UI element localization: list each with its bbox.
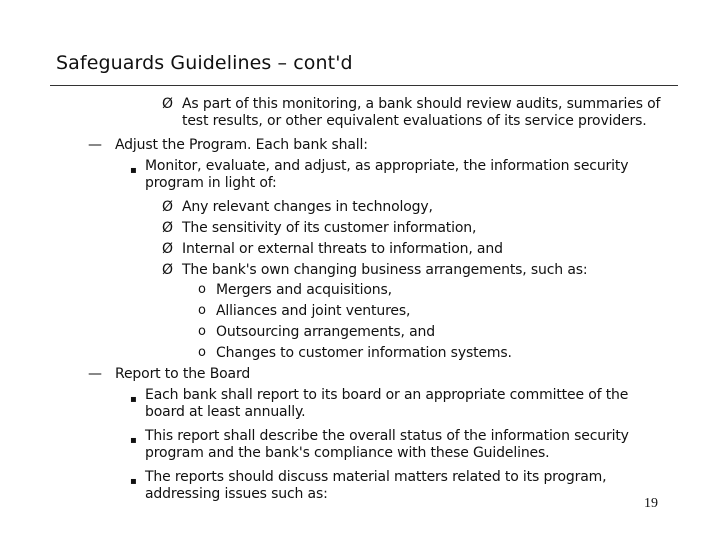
bullet-text-line: Report to the Board xyxy=(115,366,251,383)
bullet-list xyxy=(0,94,720,508)
bullet-text-line: Monitor, evaluate, and adjust, as appropriate, the information security xyxy=(145,157,629,174)
bullet-text xyxy=(115,364,250,385)
bullet-text-line: Each bank shall report to its board or an appropriate committee of the xyxy=(145,386,629,403)
bullet-text xyxy=(182,197,433,218)
bullet-text-line: Changes to customer information systems. xyxy=(216,345,512,362)
bullet-item-level-3 xyxy=(0,197,720,218)
bullet-text-line: Adjust the Program. Each bank shall: xyxy=(115,137,368,153)
bullet-text-line: board at least annually. xyxy=(145,403,306,420)
slide-title: Safeguards Guidelines – cont'd xyxy=(56,52,353,74)
dash-bullet-icon: — xyxy=(88,137,102,153)
bullet-text xyxy=(145,469,606,503)
bullet-text xyxy=(182,96,660,130)
circle-bullet-icon: o xyxy=(198,324,206,340)
bullet-text-line: The sensitivity of its customer information, xyxy=(182,219,477,236)
bullet-text xyxy=(182,218,476,239)
arrow-bullet-icon: Ø xyxy=(162,261,173,278)
bullet-text-line: addressing issues such as: xyxy=(145,485,328,502)
bullet-text xyxy=(182,239,503,260)
bullet-text-line: The reports should discuss material matters related to its program, xyxy=(145,468,607,485)
bullet-text-line: Mergers and acquisitions, xyxy=(216,282,392,299)
circle-bullet-icon: o xyxy=(198,282,206,298)
title-divider xyxy=(50,85,678,86)
bullet-text xyxy=(145,158,628,192)
bullet-item-level-3 xyxy=(0,218,720,239)
bullet-text-line: Internal or external threats to information, and xyxy=(182,240,503,257)
arrow-bullet-icon: Ø xyxy=(162,219,173,236)
bullet-text-line: This report shall describe the overall status of the information security xyxy=(145,427,629,444)
bullet-text xyxy=(216,343,512,364)
bullet-text-line: Any relevant changes in technology, xyxy=(182,198,433,215)
bullet-text xyxy=(216,280,392,301)
square-bullet-icon: ▪ xyxy=(130,393,137,405)
bullet-text-line: Outsourcing arrangements, and xyxy=(216,324,435,341)
bullet-text-line: program and the bank's compliance with these Guidelines. xyxy=(145,444,550,461)
bullet-text xyxy=(145,387,628,421)
bullet-item-level-2 xyxy=(0,426,720,467)
arrow-bullet-icon: Ø xyxy=(162,240,173,257)
bullet-text-line: As part of this monitoring, a bank should review audits, summaries of xyxy=(182,96,661,112)
bullet-item-level-1 xyxy=(0,364,720,385)
bullet-item-level-4 xyxy=(0,343,720,364)
bullet-item-level-4 xyxy=(0,280,720,301)
bullet-item-level-3 xyxy=(0,260,720,281)
bullet-text-line: program in light of: xyxy=(145,174,277,191)
bullet-text xyxy=(145,428,629,462)
bullet-item-level-3 xyxy=(0,239,720,260)
bullet-item-level-4 xyxy=(0,322,720,343)
square-bullet-icon: ▪ xyxy=(130,475,137,487)
bullet-item-level-4 xyxy=(0,301,720,322)
bullet-text xyxy=(216,322,435,343)
bullet-item-level-2 xyxy=(0,385,720,426)
page-number: 19 xyxy=(644,496,658,511)
arrow-bullet-icon: Ø xyxy=(162,96,173,112)
bullet-text-line: The bank's own changing business arrangements, such as: xyxy=(182,261,588,278)
circle-bullet-icon: o xyxy=(198,345,206,361)
bullet-item-level-2 xyxy=(0,467,720,508)
square-bullet-icon: ▪ xyxy=(130,164,137,176)
bullet-text-line: Alliances and joint ventures, xyxy=(216,303,411,320)
bullet-text-line: test results, or other equivalent evaluations of its service providers. xyxy=(182,113,647,129)
bullet-item-level-1 xyxy=(0,135,720,156)
bullet-text xyxy=(216,301,410,322)
bullet-text xyxy=(115,135,368,156)
circle-bullet-icon: o xyxy=(198,303,206,319)
bullet-item-level-3 xyxy=(0,94,720,135)
dash-bullet-icon: — xyxy=(88,366,102,383)
arrow-bullet-icon: Ø xyxy=(162,198,173,215)
square-bullet-icon: ▪ xyxy=(130,434,137,446)
bullet-item-level-2 xyxy=(0,156,720,197)
bullet-text xyxy=(182,260,587,281)
